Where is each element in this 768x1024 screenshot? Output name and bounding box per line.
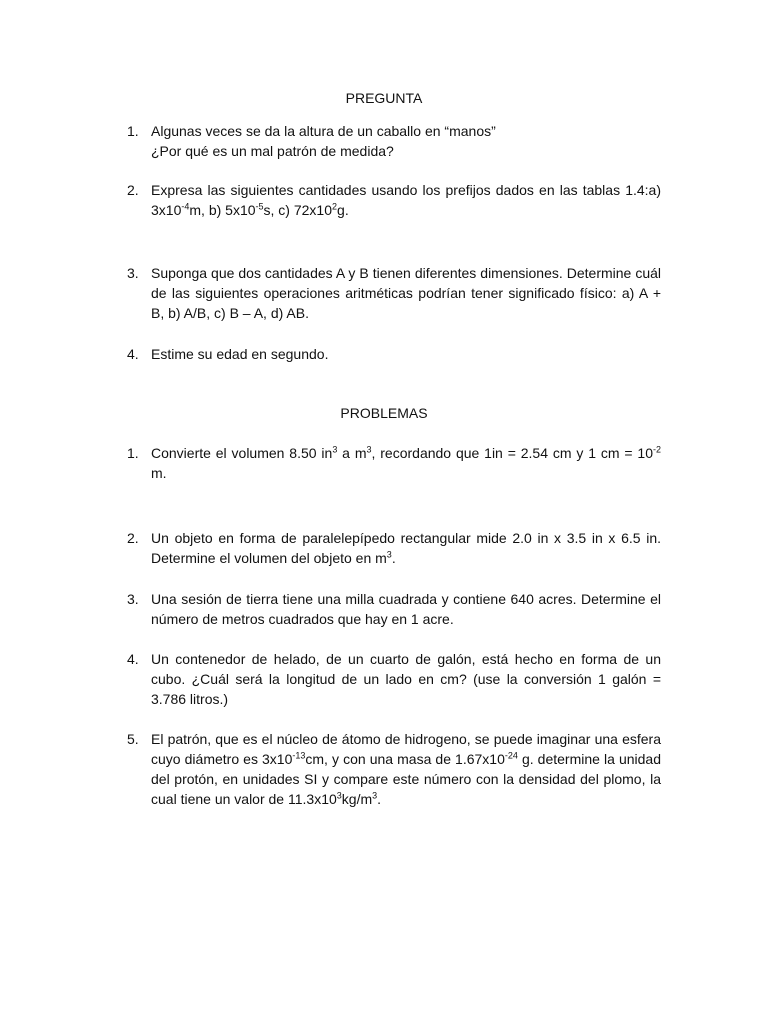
superscript: 3 xyxy=(336,790,342,801)
pregunta-item xyxy=(127,180,661,220)
pregunta-text: Suponga que dos cantidades A y B tienen diferentes dimensiones. Determine cuál de las siguientes operaciones aritméticas podrían tener significado físico: a) A + B, b) A/B, c) B – A, d) AB. xyxy=(151,265,661,321)
item-number: 3. xyxy=(127,591,139,607)
problemas-heading: PROBLEMAS xyxy=(340,405,428,421)
pregunta-text: Estime su edad en segundo. xyxy=(151,346,329,362)
superscript: -24 xyxy=(504,750,518,761)
pregunta-text: Algunas veces se da la altura de un caballo en “manos” ¿Por qué es un mal patrón de medida? xyxy=(151,123,496,159)
problema-text: El patrón, que es el núcleo de átomo de hidrogeno, se puede imaginar una esfera cuyo diámetro es $3x10^{-13}cm$, y con una masa de $1.67x10^{-24}$ g. determine la unidad del protón, en unidades SI y compare este número con la densidad del plomo, la cual tiene un valor de $11.3x10^3kg/m^3$. xyxy=(151,731,662,807)
problema-text: Un objeto en forma de paralelepípedo rectangular mide 2.0 in x 3.5 in x 6.5 in. Determine el volumen del objeto en $m^3$. xyxy=(151,530,661,566)
item-number: 5. xyxy=(127,731,139,747)
item-number: 3. xyxy=(127,265,139,281)
superscript: 3 xyxy=(386,549,392,560)
preguntas-heading: PREGUNTA xyxy=(345,90,423,106)
superscript: -13 xyxy=(292,750,306,761)
problema-text: Una sesión de tierra tiene una milla cuadrada y contiene 640 acres. Determine el número de metros cuadrados que hay en 1 acre. xyxy=(151,591,661,627)
superscript: 3 xyxy=(332,444,338,455)
item-number: 2. xyxy=(127,530,139,546)
problema-item xyxy=(127,649,661,709)
superscript: -2 xyxy=(653,444,662,455)
problema-item xyxy=(127,589,661,629)
problema-item xyxy=(127,729,661,809)
item-number: 4. xyxy=(127,346,139,362)
pregunta-text: Expresa las siguientes cantidades usando los prefijos dados en las tablas 1.4:a) $3x10^{-4}m$, b) $5x10^{-5}s$, c) $72x10^2g$. xyxy=(151,182,661,218)
item-number: 2. xyxy=(127,182,139,198)
item-number: 1. xyxy=(127,123,139,139)
problema-text: Convierte el volumen 8.50 $in^3$ a $m^3$, recordando que 1in = 2.54 cm y 1 cm = $10^{-2}$ m. xyxy=(151,444,662,481)
superscript: -4 xyxy=(181,201,190,212)
item-number: 1. xyxy=(127,445,139,461)
pregunta-item xyxy=(127,121,661,161)
superscript: 2 xyxy=(332,201,338,212)
superscript: 3 xyxy=(372,790,378,801)
item-number: 4. xyxy=(127,651,139,667)
problema-item xyxy=(127,443,661,483)
superscript: 3 xyxy=(366,444,372,455)
problema-text: Un contenedor de helado, de un cuarto de galón, está hecho en forma de un cubo. ¿Cuál será la longitud de un lado en cm? (use la conversión 1 galón = 3.786 litros.) xyxy=(151,651,661,707)
pregunta-item xyxy=(127,344,661,364)
superscript: -5 xyxy=(255,201,264,212)
pregunta-item xyxy=(127,263,661,323)
problema-item xyxy=(127,528,661,568)
